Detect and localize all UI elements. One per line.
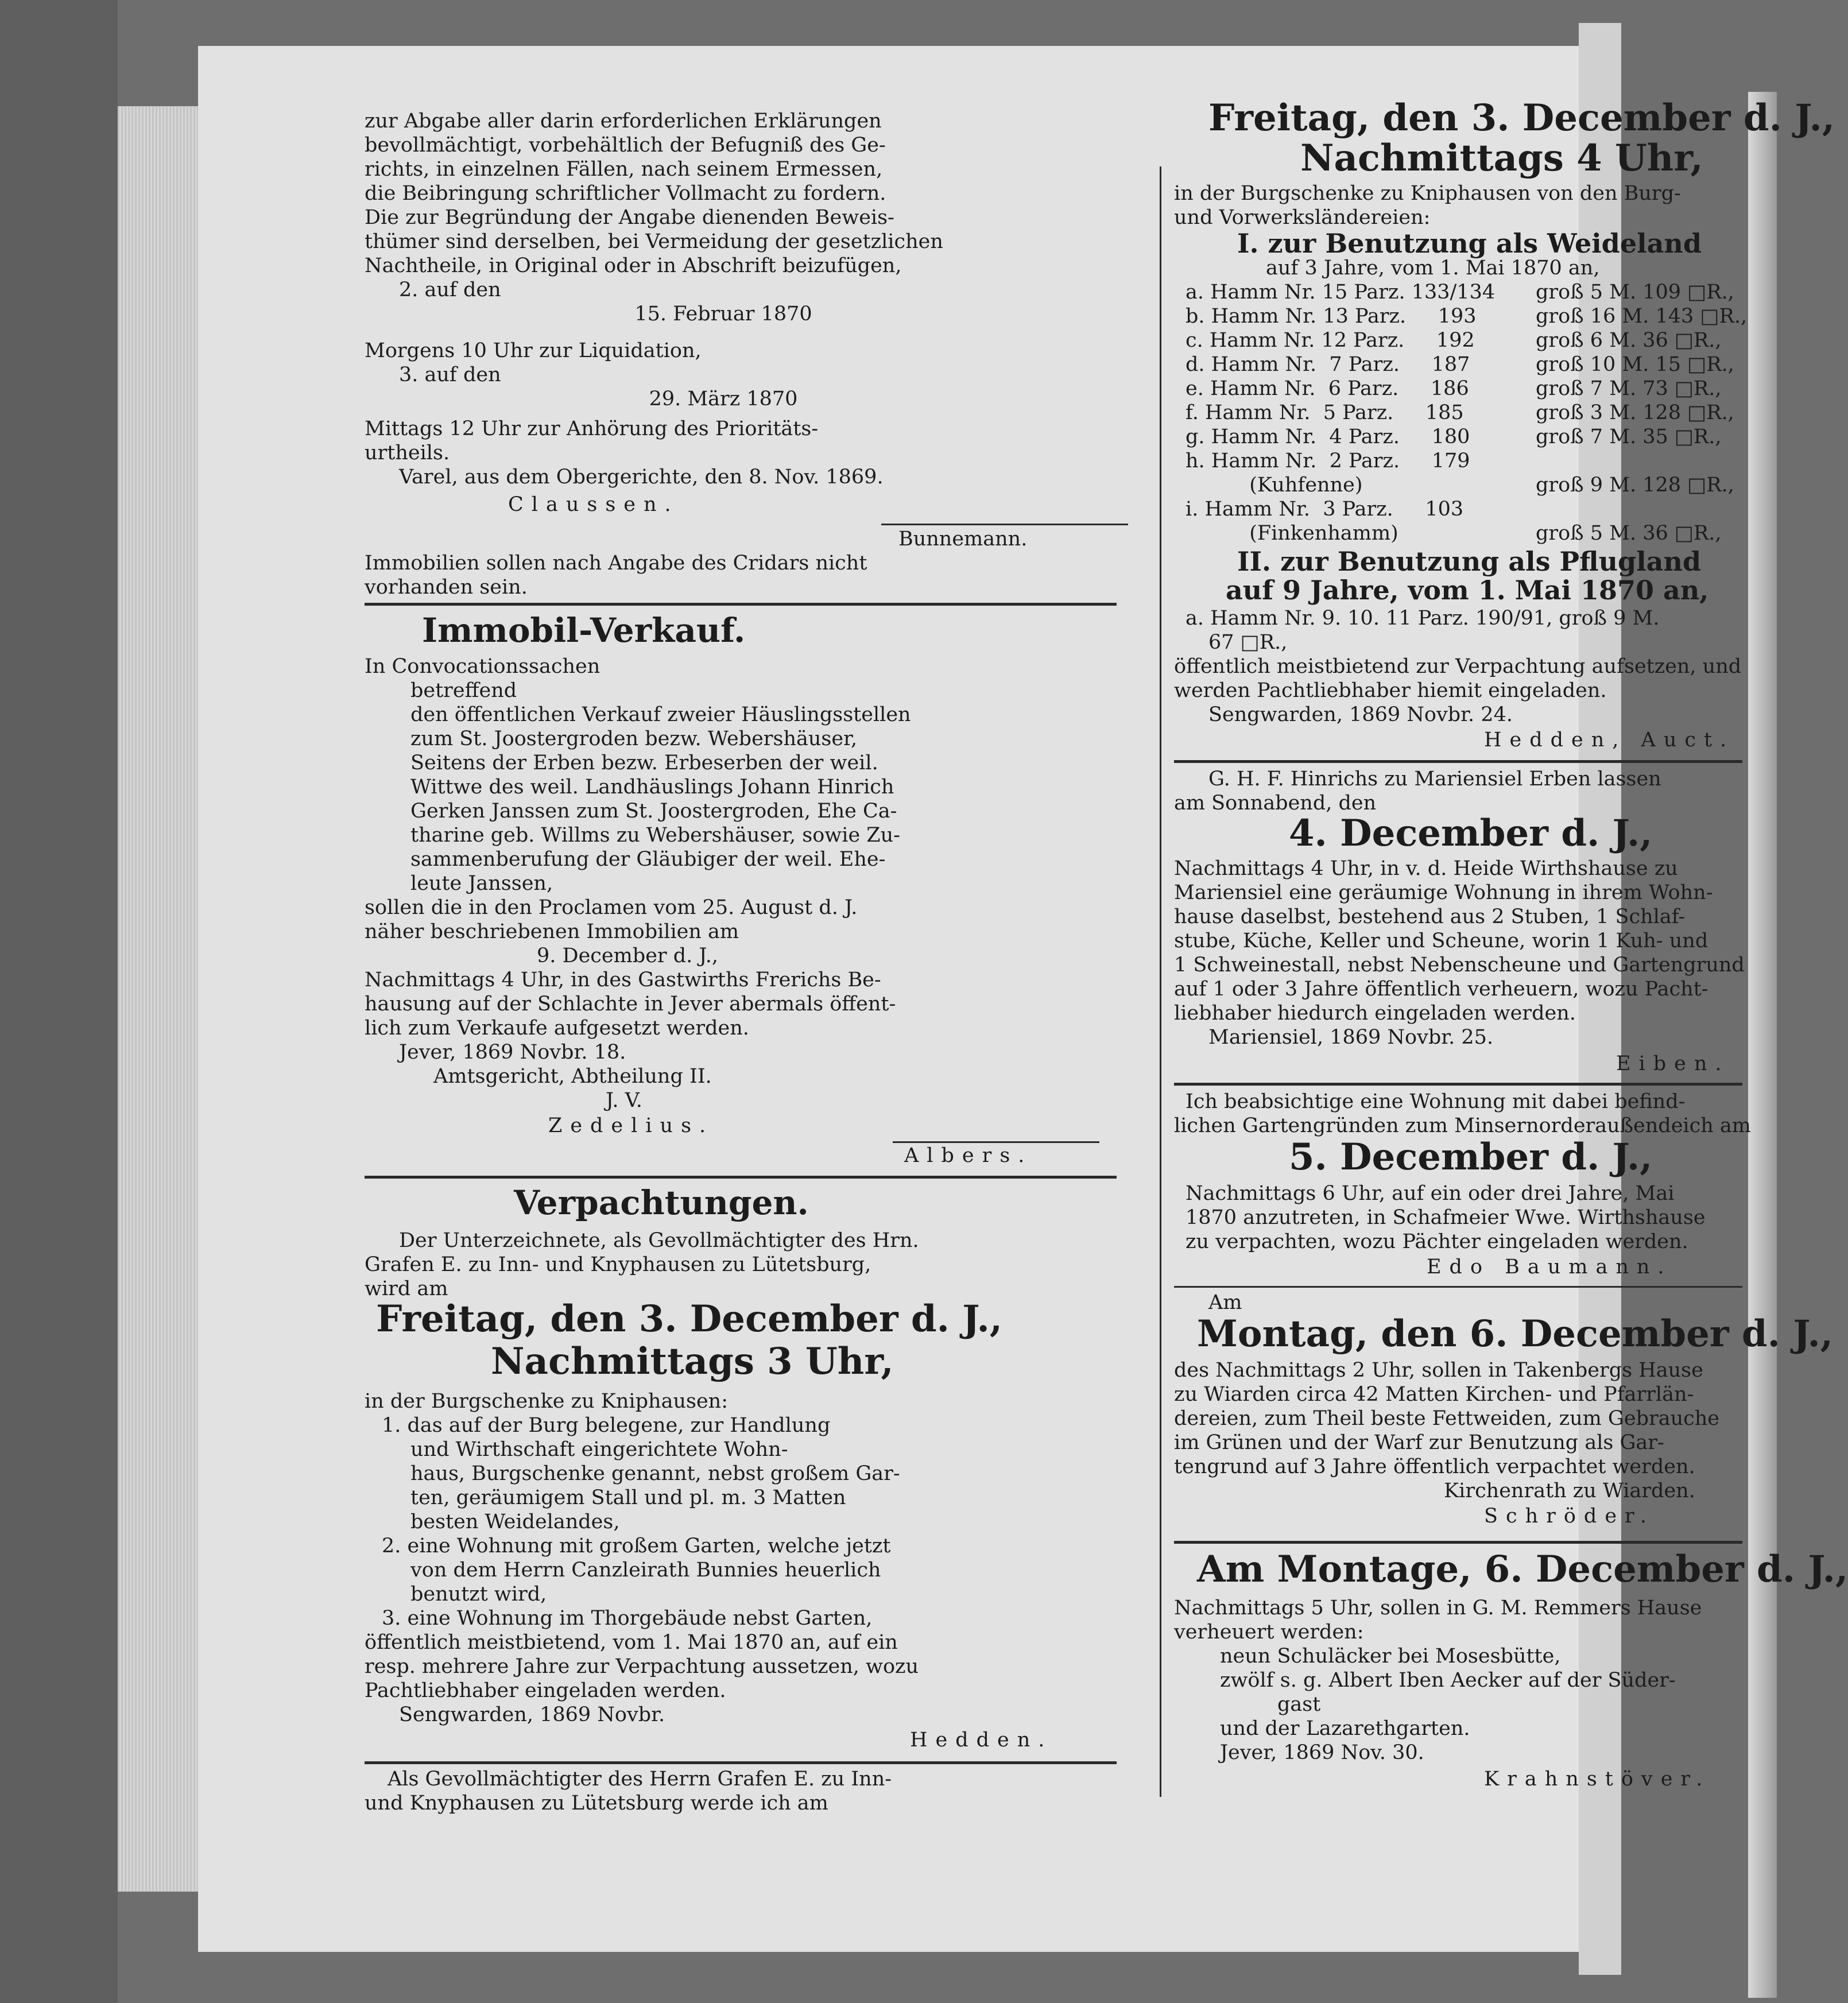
- text-line: auf 1 oder 3 Jahre öffentlich verheuern, wozu Pacht-: [1174, 978, 1708, 1001]
- text-line: 1 Schweinestall, nebst Nebenscheune und Gartengrund: [1174, 954, 1745, 977]
- text-line: thümer sind derselben, bei Vermeidung der gesetzlichen: [365, 230, 943, 253]
- signature: Albers.: [904, 1144, 1033, 1167]
- parcel-area: groß 5 M. 36 □R.,: [1536, 522, 1722, 545]
- parcel-row: c. Hamm Nr. 12 Parz. 192: [1185, 329, 1475, 352]
- text-line: in der Burgschenke zu Kniphausen:: [365, 1390, 728, 1413]
- text-line: Jever, 1869 Nov. 30.: [1220, 1741, 1424, 1764]
- section-divider: [365, 1761, 1117, 1764]
- parcel-row: i. Hamm Nr. 3 Parz. 103: [1185, 498, 1464, 521]
- section-divider: [1174, 760, 1742, 763]
- text-line: Sengwarden, 1869 Novbr. 24.: [1208, 703, 1513, 726]
- text-line: Grafen E. zu Inn- und Knyphausen zu Lütetsburg,: [365, 1253, 871, 1276]
- text-line: neun Schuläcker bei Mosesbütte,: [1220, 1645, 1561, 1668]
- parcel-row: e. Hamm Nr. 6 Parz. 186: [1185, 377, 1469, 400]
- text-line: am Sonnabend, den: [1174, 792, 1377, 815]
- text-line: bevollmächtigt, vorbehältlich der Befugniß des Ge-: [365, 134, 886, 157]
- text-line: leute Janssen,: [410, 872, 553, 895]
- column-divider: [1160, 166, 1161, 1797]
- signature: Eiben.: [1616, 1052, 1730, 1075]
- book-spine-shadow: [0, 0, 118, 2003]
- parcel-row: d. Hamm Nr. 7 Parz. 187: [1185, 353, 1470, 376]
- section-divider: [1174, 1541, 1742, 1544]
- text-line: Immobilien sollen nach Angabe des Cridars nicht: [365, 552, 867, 575]
- text-line: lichen Gartengründen zum Minsernorderaußendeich am: [1174, 1114, 1751, 1137]
- parcel-area: groß 6 M. 36 □R.,: [1536, 329, 1722, 352]
- date-heading: 4. December d. J.,: [1289, 812, 1653, 855]
- parcel-area: groß 5 M. 109 □R.,: [1536, 281, 1734, 304]
- signature: Krahnstöver.: [1484, 1768, 1711, 1791]
- text-line: und der Lazarethgarten.: [1220, 1717, 1470, 1740]
- text-line: Jever, 1869 Novbr. 18.: [399, 1041, 626, 1064]
- text-line: a. Hamm Nr. 9. 10. 11 Parz. 190/91, groß 9 M.: [1185, 607, 1660, 630]
- section-divider: [365, 603, 1117, 606]
- text-line: stube, Küche, Keller und Scheune, worin 1 Kuh- und: [1174, 929, 1708, 952]
- parcel-area: groß 9 M. 128 □R.,: [1536, 474, 1734, 497]
- time-heading: Nachmittags 4 Uhr,: [1300, 137, 1703, 180]
- section-divider: [365, 1176, 1117, 1179]
- text-line: liebhaber hiedurch eingeladen werden.: [1174, 1002, 1576, 1025]
- text-line: benutzt wird,: [410, 1583, 547, 1606]
- signature: Hedden, Auct.: [1484, 729, 1735, 751]
- signature: Bunnemann.: [898, 528, 1028, 551]
- text-line: wird am: [365, 1277, 448, 1300]
- text-line: urtheils.: [365, 441, 450, 464]
- date-line: 15. Februar 1870: [634, 303, 812, 326]
- text-line: auf 3 Jahre, vom 1. Mai 1870 an,: [1266, 257, 1600, 280]
- signature: Hedden.: [910, 1729, 1053, 1752]
- text-line: Am: [1208, 1291, 1242, 1314]
- parcel-row: f. Hamm Nr. 5 Parz. 185: [1185, 401, 1464, 424]
- text-line: Sengwarden, 1869 Novbr.: [399, 1703, 665, 1726]
- parcel-row: a. Hamm Nr. 15 Parz. 133/134: [1185, 281, 1496, 304]
- text-line: resp. mehrere Jahre zur Verpachtung aussetzen, wozu: [365, 1655, 919, 1678]
- text-line: hausung auf der Schlachte in Jever abermals öffent-: [365, 993, 896, 1016]
- text-line: haus, Burgschenke genannt, nebst großem Gar-: [410, 1462, 900, 1485]
- parcel-area: groß 3 M. 128 □R.,: [1536, 401, 1734, 424]
- signature: Edo Baumann.: [1427, 1256, 1672, 1278]
- text-line: Mariensiel, 1869 Novbr. 25.: [1208, 1026, 1494, 1049]
- text-line: Morgens 10 Uhr zur Liquidation,: [365, 339, 702, 362]
- text-line: 1. das auf der Burg belegene, zur Handlung: [382, 1414, 831, 1437]
- text-line: Amtsgericht, Abtheilung II.: [433, 1065, 712, 1088]
- signature: Schröder.: [1484, 1505, 1655, 1528]
- text-line: 2. auf den: [399, 278, 501, 301]
- text-line: öffentlich meistbietend zur Verpachtung aufsetzen, und: [1174, 655, 1742, 678]
- text-line: J. V.: [606, 1089, 642, 1112]
- rule: [881, 524, 1128, 525]
- signature: Claussen.: [508, 493, 679, 516]
- text-line: und Knyphausen zu Lütetsburg werde ich am: [365, 1792, 828, 1815]
- date-heading: Freitag, den 3. December d. J.,: [376, 1297, 1003, 1341]
- parcel-area: groß 16 M. 143 □R.,: [1536, 305, 1748, 328]
- section-divider: [1174, 1286, 1742, 1288]
- text-line: die Beibringung schriftlicher Vollmacht zu fordern.: [365, 182, 886, 205]
- text-line: besten Weidelandes,: [410, 1510, 620, 1533]
- newspaper-page: [198, 46, 1848, 1952]
- date-heading: Freitag, den 3. December d. J.,: [1208, 96, 1835, 140]
- text-line: zur Abgabe aller darin erforderlichen Erklärungen: [365, 110, 882, 133]
- section-heading: Immobil-Verkauf.: [422, 611, 746, 650]
- text-line: Nachmittags 6 Uhr, auf ein oder drei Jahre, Mai: [1185, 1182, 1675, 1205]
- date-heading: Am Montage, 6. December d. J.,: [1197, 1548, 1848, 1591]
- time-heading: Nachmittags 3 Uhr,: [491, 1340, 894, 1383]
- text-line: tengrund auf 3 Jahre öffentlich verpachtet werden.: [1174, 1455, 1695, 1478]
- date-heading: Montag, den 6. December d. J.,: [1197, 1312, 1834, 1355]
- parcel-row: g. Hamm Nr. 4 Parz. 180: [1185, 425, 1470, 448]
- text-line: in der Burgschenke zu Kniphausen von den Burg-: [1174, 182, 1681, 205]
- text-line: G. H. F. Hinrichs zu Mariensiel Erben lassen: [1208, 768, 1661, 791]
- text-line: von dem Herrn Canzleirath Bunnies heuerlich: [410, 1559, 881, 1582]
- text-line: Nachmittags 4 Uhr, in des Gastwirths Frerichs Be-: [365, 968, 881, 991]
- text-line: 1870 anzutreten, in Schafmeier Wwe. Wirthshause: [1185, 1206, 1706, 1229]
- text-line: sollen die in den Proclamen vom 25. August d. J.: [365, 896, 858, 919]
- parcel-row: b. Hamm Nr. 13 Parz. 193: [1185, 305, 1477, 328]
- text-line: 67 □R.,: [1208, 631, 1288, 654]
- text-line: tharine geb. Willms zu Webershäuser, sowie Zu-: [410, 824, 900, 847]
- text-line: Der Unterzeichnete, als Gevollmächtigter des Hrn.: [399, 1229, 919, 1252]
- text-line: zu Wiarden circa 42 Matten Kirchen- und Pfarrlän-: [1174, 1383, 1694, 1406]
- date-line: 29. März 1870: [649, 388, 798, 410]
- subheading: auf 9 Jahre, vom 1. Mai 1870 an,: [1226, 575, 1709, 606]
- text-line: und Wirthschaft eingerichtete Wohn-: [410, 1438, 788, 1461]
- text-line: richts, in einzelnen Fällen, nach seinem Ermessen,: [365, 158, 883, 181]
- subheading: II. zur Benutzung als Pflugland: [1237, 546, 1702, 577]
- text-line: ten, geräumigem Stall und pl. m. 3 Matten: [410, 1486, 846, 1509]
- text-line: dereien, zum Theil beste Fettweiden, zum Gebrauche: [1174, 1407, 1720, 1430]
- text-line: Kirchenrath zu Wiarden.: [1444, 1479, 1695, 1502]
- text-line: Nachmittags 4 Uhr, in v. d. Heide Wirthshause zu: [1174, 857, 1678, 880]
- text-line: sammenberufung der Gläubiger der weil. Ehe-: [410, 848, 886, 871]
- text-line: zum St. Joostergroden bezw. Webershäuser,: [410, 727, 858, 750]
- text-line: 3. eine Wohnung im Thorgebäude nebst Garten,: [382, 1607, 873, 1630]
- text-line: 2. eine Wohnung mit großem Garten, welche jetzt: [382, 1535, 891, 1558]
- text-line: vorhanden sein.: [365, 576, 528, 599]
- parcel-row: (Kuhfenne): [1185, 474, 1363, 497]
- parcel-area: groß 10 M. 15 □R.,: [1536, 353, 1734, 376]
- text-line: Mittags 12 Uhr zur Anhörung des Prioritäts-: [365, 417, 819, 440]
- page-edges: [118, 106, 198, 1892]
- text-line: Wittwe des weil. Landhäuslings Johann Hinrich: [410, 776, 894, 799]
- rule: [893, 1141, 1099, 1143]
- parcel-row: h. Hamm Nr. 2 Parz. 179: [1185, 450, 1470, 472]
- date-line: 9. December d. J.,: [537, 944, 718, 967]
- text-line: In Convocationssachen: [365, 655, 600, 678]
- text-line: Seitens der Erben bezw. Erbeserben der weil.: [410, 751, 878, 774]
- text-line: 3. auf den: [399, 363, 501, 386]
- text-line: und Vorwerksländereien:: [1174, 206, 1431, 229]
- text-line: betreffend: [410, 679, 517, 702]
- date-heading: 5. December d. J.,: [1289, 1136, 1653, 1179]
- text-line: Mariensiel eine geräumige Wohnung in ihrem Wohn-: [1174, 881, 1713, 904]
- text-line: Gerken Janssen zum St. Joostergroden, Ehe Ca-: [410, 800, 897, 823]
- parcel-row: (Finkenhamm): [1185, 522, 1398, 545]
- text-line: Als Gevollmächtigter des Herrn Grafen E. zu Inn-: [388, 1768, 892, 1791]
- text-line: gast: [1277, 1693, 1321, 1716]
- text-line: werden Pachtliebhaber hiemit eingeladen.: [1174, 679, 1607, 702]
- text-line: Pachtliebhaber eingeladen werden.: [365, 1679, 726, 1702]
- parcel-area: groß 7 M. 35 □R.,: [1536, 425, 1722, 448]
- text-line: öffentlich meistbietend, vom 1. Mai 1870 an, auf ein: [365, 1631, 898, 1654]
- text-line: zwölf s. g. Albert Iben Aecker auf der Süder-: [1220, 1669, 1676, 1692]
- text-line: Die zur Begründung der Angabe dienenden Beweis-: [365, 206, 894, 229]
- text-line: zu verpachten, wozu Pächter eingeladen werden.: [1185, 1230, 1688, 1253]
- section-heading: Verpachtungen.: [514, 1183, 809, 1222]
- text-line: Nachmittags 5 Uhr, sollen in G. M. Remmers Hause: [1174, 1597, 1702, 1620]
- text-line: den öffentlichen Verkauf zweier Häuslingsstellen: [410, 703, 911, 726]
- text-line: Ich beabsichtige eine Wohnung mit dabei befind-: [1185, 1090, 1686, 1113]
- subheading: I. zur Benutzung als Weideland: [1237, 228, 1702, 259]
- text-line: näher beschriebenen Immobilien am: [365, 920, 739, 943]
- text-line: lich zum Verkaufe aufgesetzt werden.: [365, 1017, 749, 1040]
- text-line: im Grünen und der Warf zur Benutzung als Gar-: [1174, 1431, 1664, 1454]
- parcel-area: groß 7 M. 73 □R.,: [1536, 377, 1722, 400]
- text-line: Varel, aus dem Obergerichte, den 8. Nov. 1869.: [399, 466, 884, 489]
- text-line: des Nachmittags 2 Uhr, sollen in Takenbergs Hause: [1174, 1359, 1703, 1382]
- text-line: hause daselbst, bestehend aus 2 Stuben, 1 Schlaf-: [1174, 905, 1686, 928]
- text-line: Nachtheile, in Original oder in Abschrift beizufügen,: [365, 254, 902, 277]
- text-line: verheuert werden:: [1174, 1621, 1364, 1644]
- page-fold-shadow: [1748, 92, 1777, 1998]
- section-divider: [1174, 1083, 1742, 1086]
- signature: Zedelius.: [548, 1114, 714, 1137]
